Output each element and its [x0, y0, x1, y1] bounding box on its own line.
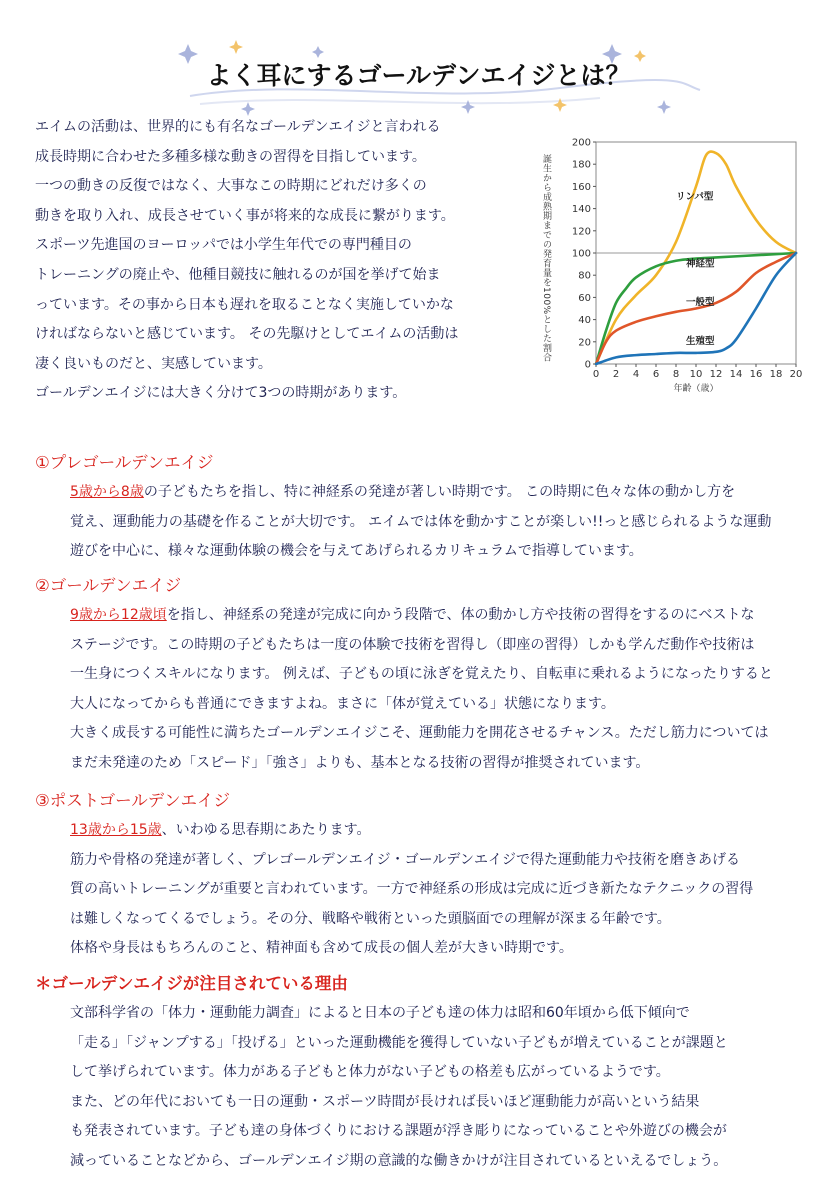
y-tick-label: 200 — [571, 137, 591, 149]
series-label: 生殖型 — [686, 336, 715, 348]
y-tick-label: 60 — [578, 292, 591, 304]
x-tick-label: 10 — [689, 369, 703, 380]
page-title: よく耳にするゴールデンエイジとは？ — [206, 61, 631, 90]
line-text: 、いわゆる思春期にあたります。 — [161, 822, 371, 838]
y-tick-label: 20 — [578, 337, 591, 349]
line-text: 覚え、運動能力の基礎を作ることが大切です。 エイムでは体を動かすことが楽しい!!っと感じられるような運動 — [70, 513, 772, 530]
x-tick-label: 20 — [789, 369, 803, 380]
intro-line: 成長時期に合わせた多種多様な動きの習得を目指しています。 — [35, 148, 426, 165]
section-golden-age — [35, 572, 773, 779]
line-text: まだ未発達のため「スピード」「強さ」よりも、基本となる技術の習得が推奨されています。 — [70, 754, 650, 771]
series-label: 神経型 — [686, 258, 715, 270]
section-reason — [35, 970, 728, 1177]
section-line — [70, 537, 771, 567]
line-text: は難しくなってくるでしょう。その分、戦略や戦術といった頭脳面での理解が深まる年齢です。 — [70, 910, 671, 927]
y-tick-label: 140 — [571, 204, 591, 216]
section-heading: ②ゴールデンエイジ — [35, 576, 182, 595]
line-text: を指し、神経系の発達が完成に向かう段階で、体の動かし方や技術の習得をするのにベストな — [166, 607, 755, 623]
growth-curve-chart — [538, 128, 808, 398]
line-text: 「走る」「ジャンプする」「投げる」といった運動機能を獲得していない子どもが増えていることが課題と — [70, 1034, 728, 1051]
intro-text — [35, 113, 505, 409]
x-tick-label: 16 — [749, 369, 763, 380]
section-line — [70, 660, 773, 690]
section-line — [70, 846, 753, 876]
x-tick-label: 0 — [592, 369, 600, 380]
y-tick-label: 0 — [584, 359, 591, 371]
line-text: 遊びを中心に、様々な運動体験の機会を与えてあげられるカリキュラムで指導しています。 — [70, 543, 643, 560]
section-line — [70, 508, 771, 538]
x-tick-label: 4 — [632, 369, 640, 380]
section-line — [70, 875, 753, 905]
section-line — [70, 934, 753, 964]
section-line — [70, 999, 728, 1029]
age-range-highlight: 5歳から8歳 — [70, 484, 144, 500]
section-line — [70, 1058, 728, 1088]
intro-line: 凄く良いものだと、実感しています。 — [35, 355, 272, 372]
x-tick-label: 14 — [729, 369, 743, 380]
x-tick-label: 8 — [672, 369, 680, 380]
section-heading: ＊ゴールデンエイジが注目されている理由 — [35, 974, 348, 993]
section-line — [70, 478, 771, 508]
section-pre-golden-age — [35, 449, 771, 567]
section-line — [70, 601, 773, 631]
y-tick-label: 80 — [578, 270, 591, 282]
x-tick-label: 6 — [652, 369, 660, 380]
section-heading: ③ポストゴールデンエイジ — [35, 791, 230, 810]
section-line — [70, 1088, 728, 1118]
y-tick-label: 100 — [571, 248, 591, 260]
line-text: 大きく成長する可能性に満ちたゴールデンエイジこそ、運動能力を開花させるチャンス。ただし筋力については — [70, 725, 769, 742]
line-text: して挙げられています。体力がある子どもと体力がない子どもの格差も広がっているようです。 — [70, 1064, 670, 1081]
y-tick-label: 160 — [571, 181, 591, 193]
intro-line: エイムの活動は、世界的にも有名なゴールデンエイジと言われる — [35, 119, 441, 135]
y-tick-label: 120 — [571, 226, 591, 238]
section-heading: ①プレゴールデンエイジ — [35, 453, 214, 472]
intro-line: 一つの動きの反復ではなく、大事なこの時期にどれだけ多くの — [35, 178, 427, 195]
age-range-highlight: 9歳から12歳頃 — [70, 607, 167, 623]
line-text: 筋力や骨格の発達が著しく、プレゴールデンエイジ・ゴールデンエイジで得た運動能力や技術を磨きあげる — [70, 851, 741, 868]
section-line — [70, 1029, 728, 1059]
intro-line: ければならないと感じています。 その先駆けとしてエイムの活動は — [35, 326, 459, 343]
intro-line: ゴールデンエイジには大きく分けて3つの時期があります。 — [35, 385, 407, 402]
line-text: 大人になってからも普通にできますよね。まさに「体が覚えている」状態になります。 — [70, 695, 615, 712]
section-line — [70, 749, 773, 779]
section-post-golden-age — [35, 787, 753, 964]
section-line — [70, 690, 773, 720]
section-line — [70, 1147, 728, 1177]
intro-line: トレーニングの廃止や、他種目競技に触れるのが国を挙げて始ま — [35, 266, 441, 283]
series-label: リンパ型 — [676, 191, 714, 203]
x-axis-label: 年齢（歳） — [673, 384, 719, 394]
line-text: も発表されています。子ども達の身体づくりにおける課題が浮き彫りになっていることや外遊びの機会が — [70, 1123, 727, 1140]
y-tick-label: 40 — [578, 315, 591, 327]
section-line — [70, 631, 773, 661]
x-tick-label: 18 — [769, 369, 783, 380]
line-text: 文部科学省の「体力・運動能力調査」によると日本の子ども達の体力は昭和60年頃から低下傾向で — [70, 1005, 690, 1021]
y-axis-label: 誕生から成熟期までの発育量を100%とした割合 — [541, 154, 551, 363]
line-text: 減っていることなどから、ゴールデンエイジ期の意識的な働きかけが注目されているといえるでしょう。 — [70, 1152, 728, 1169]
line-text: の子どもたちを指し、特に神経系の発達が著しい時期です。 この時期に色々な体の動かし方を — [143, 484, 736, 500]
series-label: 一般型 — [686, 297, 715, 309]
intro-line: 動きを取り入れ、成長させていく事が将来的な成長に繋がります。 — [35, 207, 455, 224]
line-text: また、どの年代においても一日の運動・スポーツ時間が長ければ長いほど運動能力が高いという結果 — [70, 1093, 700, 1110]
x-tick-label: 12 — [709, 369, 723, 380]
line-text: 体格や身長はもちろんのこと、精神面も含めて成長の個人差が大きい時期です。 — [70, 940, 573, 957]
section-line — [70, 719, 773, 749]
y-tick-label: 180 — [571, 159, 591, 171]
intro-line: スポーツ先進国のヨーロッパでは小学生年代での専門種目の — [35, 237, 412, 254]
line-text: 質の高いトレーニングが重要と言われています。一方で神経系の形成は完成に近づき新たなテクニックの習得 — [70, 881, 754, 898]
series-line — [596, 253, 796, 364]
line-text: ステージです。この時期の子どもたちは一度の体験で技術を習得し（即座の習得）しかも学んだ動作や技術は — [70, 636, 755, 653]
section-line — [70, 905, 753, 935]
line-text: 一生身につくスキルになります。 例えば、子どもの頃に泳ぎを覚えたり、自転車に乗れるようになったりすると — [70, 666, 773, 683]
section-line — [70, 1117, 728, 1147]
intro-line: っています。その事から日本も遅れを取ることなく実施していかな — [35, 296, 454, 313]
x-tick-label: 2 — [612, 369, 620, 380]
age-range-highlight: 13歳から15歳 — [70, 822, 162, 838]
section-line — [70, 816, 753, 846]
